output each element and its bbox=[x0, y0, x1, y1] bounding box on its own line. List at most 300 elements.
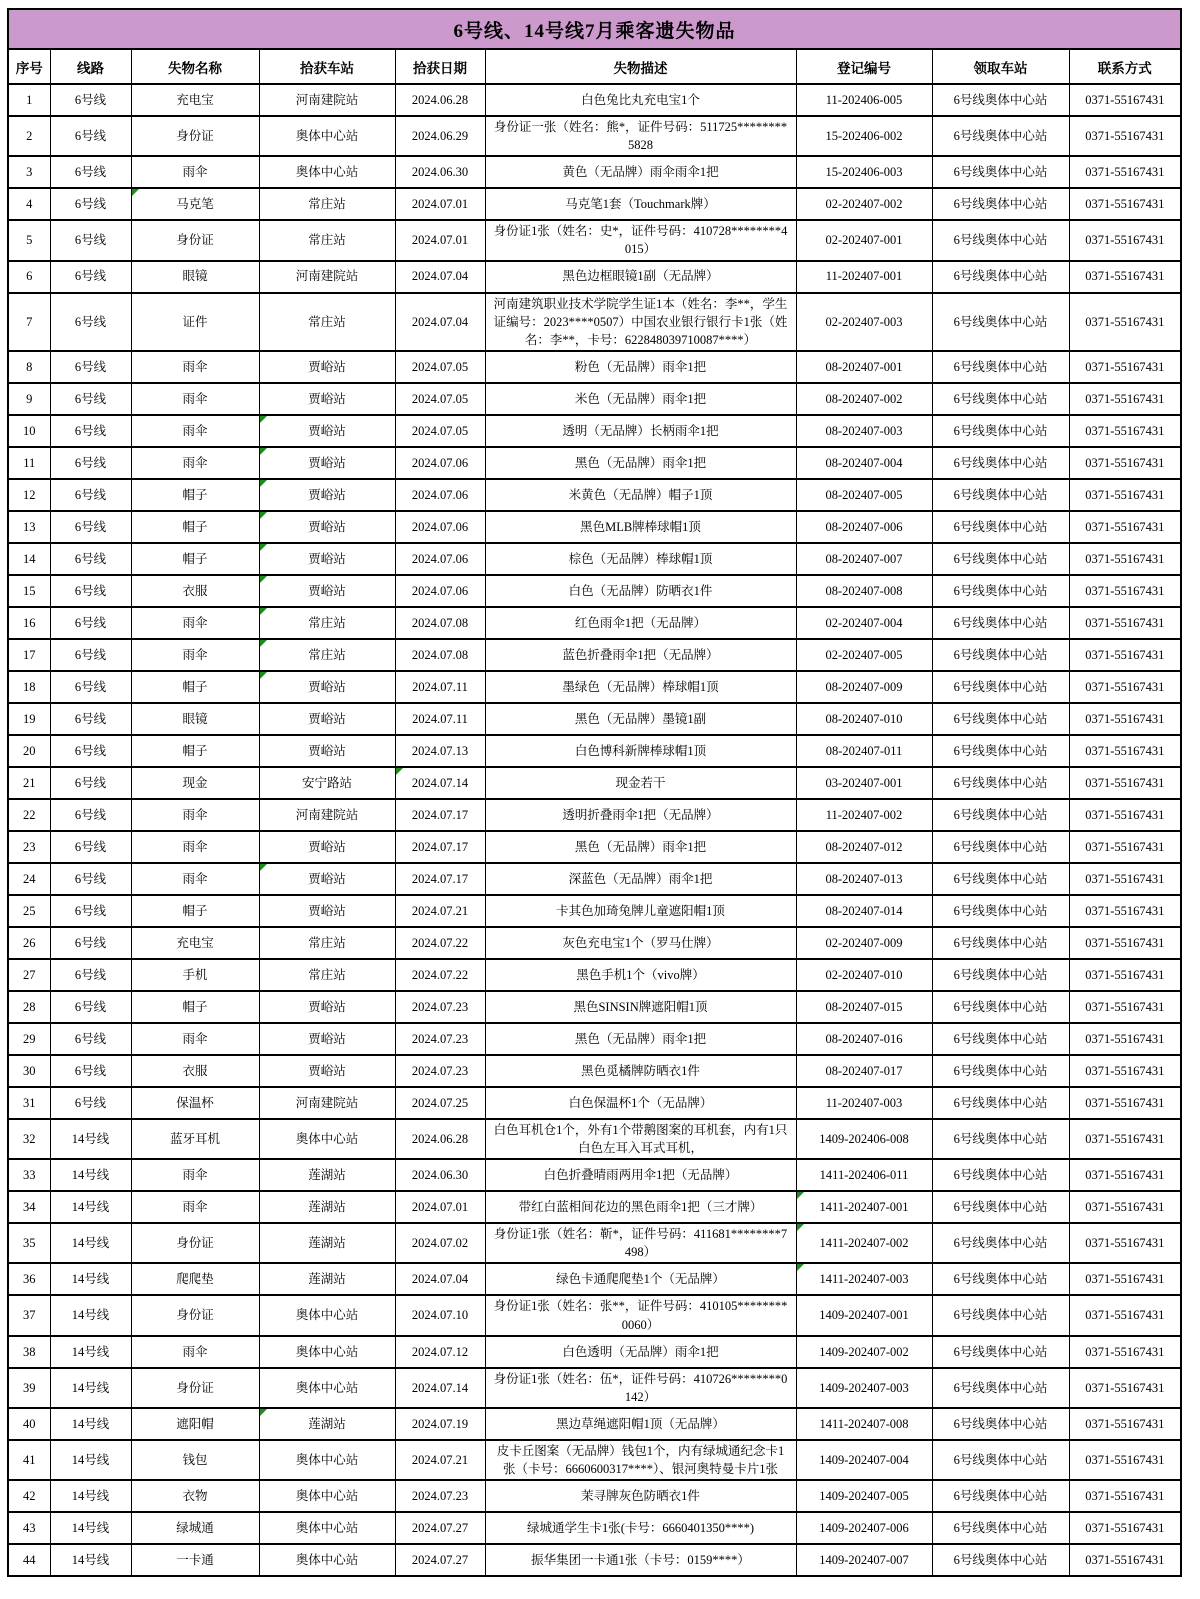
cell-found-station: 贾峪站 bbox=[259, 991, 395, 1023]
cell-index: 10 bbox=[8, 415, 50, 447]
cell-item-name: 绿城通 bbox=[131, 1512, 259, 1544]
cell-registration-no: 08-202407-011 bbox=[796, 735, 932, 767]
cell-found-station: 常庄站 bbox=[259, 959, 395, 991]
cell-line: 6号线 bbox=[50, 863, 131, 895]
table-row bbox=[8, 799, 1181, 831]
cell-description: 白色耳机仓1个，外有1个带鹅图案的耳机套，内有1只白色左耳入耳式耳机， bbox=[485, 1119, 796, 1159]
cell-item-name: 眼镜 bbox=[131, 261, 259, 293]
cell-description: 棕色（无品牌）棒球帽1顶 bbox=[485, 543, 796, 575]
column-header-contact-phone: 联系方式 bbox=[1069, 49, 1181, 84]
cell-pickup-station: 6号线奥体中心站 bbox=[932, 927, 1069, 959]
cell-registration-no: 1409-202407-003 bbox=[796, 1368, 932, 1408]
cell-line: 14号线 bbox=[50, 1336, 131, 1368]
cell-item-name: 身份证 bbox=[131, 1295, 259, 1335]
cell-registration-no: 1411-202407-002 bbox=[796, 1223, 932, 1263]
cell-pickup-station: 6号线奥体中心站 bbox=[932, 1087, 1069, 1119]
cell-description: 黑色MLB牌棒球帽1顶 bbox=[485, 511, 796, 543]
cell-line: 6号线 bbox=[50, 831, 131, 863]
cell-index: 35 bbox=[8, 1223, 50, 1263]
table-row bbox=[8, 1440, 1181, 1480]
cell-index: 8 bbox=[8, 351, 50, 383]
cell-found-station: 奥体中心站 bbox=[259, 156, 395, 188]
cell-found-station: 河南建院站 bbox=[259, 84, 395, 116]
cell-pickup-station: 6号线奥体中心站 bbox=[932, 1440, 1069, 1480]
cell-registration-no: 1409-202407-005 bbox=[796, 1480, 932, 1512]
cell-item-name: 保温杯 bbox=[131, 1087, 259, 1119]
excel-flag-icon bbox=[260, 608, 267, 615]
cell-index: 31 bbox=[8, 1087, 50, 1119]
cell-found-station: 莲湖站 bbox=[259, 1408, 395, 1440]
column-header-found-date: 拾获日期 bbox=[395, 49, 485, 84]
cell-line: 6号线 bbox=[50, 84, 131, 116]
cell-item-name: 雨伞 bbox=[131, 447, 259, 479]
cell-item-name: 马克笔 bbox=[131, 188, 259, 220]
excel-flag-icon bbox=[132, 189, 139, 196]
cell-registration-no: 03-202407-001 bbox=[796, 767, 932, 799]
cell-item-name: 现金 bbox=[131, 767, 259, 799]
cell-item-name: 雨伞 bbox=[131, 799, 259, 831]
table-row bbox=[8, 1055, 1181, 1087]
cell-found-date: 2024.07.06 bbox=[395, 447, 485, 479]
cell-item-name: 身份证 bbox=[131, 1368, 259, 1408]
cell-item-name: 帽子 bbox=[131, 991, 259, 1023]
cell-line: 14号线 bbox=[50, 1408, 131, 1440]
cell-found-station: 安宁路站 bbox=[259, 767, 395, 799]
cell-line: 6号线 bbox=[50, 607, 131, 639]
cell-index: 4 bbox=[8, 188, 50, 220]
cell-pickup-station: 6号线奥体中心站 bbox=[932, 543, 1069, 575]
cell-found-station: 莲湖站 bbox=[259, 1159, 395, 1191]
cell-description: 现金若干 bbox=[485, 767, 796, 799]
cell-line: 6号线 bbox=[50, 447, 131, 479]
cell-line: 14号线 bbox=[50, 1159, 131, 1191]
cell-item-name: 充电宝 bbox=[131, 84, 259, 116]
cell-item-name: 帽子 bbox=[131, 479, 259, 511]
cell-registration-no: 11-202407-002 bbox=[796, 799, 932, 831]
cell-found-date: 2024.07.05 bbox=[395, 415, 485, 447]
cell-found-station: 奥体中心站 bbox=[259, 1440, 395, 1480]
cell-index: 13 bbox=[8, 511, 50, 543]
cell-description: 白色兔比丸充电宝1个 bbox=[485, 84, 796, 116]
cell-contact-phone: 0371-55167431 bbox=[1069, 293, 1181, 351]
table-row bbox=[8, 1368, 1181, 1408]
table-row bbox=[8, 959, 1181, 991]
cell-registration-no: 08-202407-004 bbox=[796, 447, 932, 479]
cell-found-date: 2024.07.25 bbox=[395, 1087, 485, 1119]
cell-contact-phone: 0371-55167431 bbox=[1069, 1480, 1181, 1512]
cell-index: 2 bbox=[8, 116, 50, 156]
cell-registration-no: 1409-202407-004 bbox=[796, 1440, 932, 1480]
table-row bbox=[8, 767, 1181, 799]
table-row bbox=[8, 1023, 1181, 1055]
cell-found-date: 2024.07.04 bbox=[395, 293, 485, 351]
cell-found-station: 莲湖站 bbox=[259, 1191, 395, 1223]
cell-line: 6号线 bbox=[50, 543, 131, 575]
cell-contact-phone: 0371-55167431 bbox=[1069, 607, 1181, 639]
column-header-description: 失物描述 bbox=[485, 49, 796, 84]
cell-index: 37 bbox=[8, 1295, 50, 1335]
cell-item-name: 帽子 bbox=[131, 895, 259, 927]
cell-registration-no: 1409-202406-008 bbox=[796, 1119, 932, 1159]
cell-pickup-station: 6号线奥体中心站 bbox=[932, 863, 1069, 895]
cell-pickup-station: 6号线奥体中心站 bbox=[932, 639, 1069, 671]
cell-contact-phone: 0371-55167431 bbox=[1069, 479, 1181, 511]
excel-flag-icon bbox=[260, 672, 267, 679]
excel-flag-icon bbox=[260, 544, 267, 551]
table-row bbox=[8, 607, 1181, 639]
cell-found-station: 贾峪站 bbox=[259, 863, 395, 895]
cell-contact-phone: 0371-55167431 bbox=[1069, 799, 1181, 831]
excel-flag-icon bbox=[260, 480, 267, 487]
excel-flag-icon bbox=[797, 1224, 804, 1231]
cell-contact-phone: 0371-55167431 bbox=[1069, 1440, 1181, 1480]
cell-pickup-station: 6号线奥体中心站 bbox=[932, 959, 1069, 991]
cell-found-station: 贾峪站 bbox=[259, 895, 395, 927]
cell-found-date: 2024.07.23 bbox=[395, 1480, 485, 1512]
cell-found-date: 2024.07.27 bbox=[395, 1512, 485, 1544]
cell-found-date: 2024.07.23 bbox=[395, 1023, 485, 1055]
cell-pickup-station: 6号线奥体中心站 bbox=[932, 575, 1069, 607]
table-row bbox=[8, 1544, 1181, 1576]
cell-item-name: 爬爬垫 bbox=[131, 1263, 259, 1295]
cell-pickup-station: 6号线奥体中心站 bbox=[932, 831, 1069, 863]
cell-registration-no: 08-202407-002 bbox=[796, 383, 932, 415]
cell-pickup-station: 6号线奥体中心站 bbox=[932, 1512, 1069, 1544]
cell-contact-phone: 0371-55167431 bbox=[1069, 1159, 1181, 1191]
cell-pickup-station: 6号线奥体中心站 bbox=[932, 991, 1069, 1023]
cell-item-name: 帽子 bbox=[131, 671, 259, 703]
cell-found-date: 2024.07.22 bbox=[395, 927, 485, 959]
table-row bbox=[8, 188, 1181, 220]
cell-pickup-station: 6号线奥体中心站 bbox=[932, 1263, 1069, 1295]
cell-pickup-station: 6号线奥体中心站 bbox=[932, 735, 1069, 767]
table-row bbox=[8, 156, 1181, 188]
cell-pickup-station: 6号线奥体中心站 bbox=[932, 1023, 1069, 1055]
cell-found-date: 2024.07.11 bbox=[395, 671, 485, 703]
cell-index: 9 bbox=[8, 383, 50, 415]
table-row bbox=[8, 511, 1181, 543]
cell-item-name: 雨伞 bbox=[131, 1159, 259, 1191]
cell-contact-phone: 0371-55167431 bbox=[1069, 1055, 1181, 1087]
cell-registration-no: 02-202407-004 bbox=[796, 607, 932, 639]
cell-item-name: 衣服 bbox=[131, 575, 259, 607]
cell-index: 25 bbox=[8, 895, 50, 927]
cell-found-station: 常庄站 bbox=[259, 188, 395, 220]
cell-line: 6号线 bbox=[50, 188, 131, 220]
cell-description: 带红白蓝相间花边的黑色雨伞1把（三才牌） bbox=[485, 1191, 796, 1223]
cell-found-station: 贾峪站 bbox=[259, 671, 395, 703]
cell-contact-phone: 0371-55167431 bbox=[1069, 261, 1181, 293]
cell-item-name: 钱包 bbox=[131, 1440, 259, 1480]
cell-index: 15 bbox=[8, 575, 50, 607]
cell-pickup-station: 6号线奥体中心站 bbox=[932, 188, 1069, 220]
cell-index: 36 bbox=[8, 1263, 50, 1295]
cell-pickup-station: 6号线奥体中心站 bbox=[932, 1159, 1069, 1191]
cell-found-date: 2024.07.11 bbox=[395, 703, 485, 735]
table-row bbox=[8, 703, 1181, 735]
cell-found-date: 2024.07.05 bbox=[395, 383, 485, 415]
table-row bbox=[8, 261, 1181, 293]
cell-found-station: 河南建院站 bbox=[259, 261, 395, 293]
cell-item-name: 雨伞 bbox=[131, 1023, 259, 1055]
cell-index: 38 bbox=[8, 1336, 50, 1368]
cell-description: 身份证1张（姓名：张**，证件号码：410105********0060） bbox=[485, 1295, 796, 1335]
cell-pickup-station: 6号线奥体中心站 bbox=[932, 1408, 1069, 1440]
cell-found-station: 贾峪站 bbox=[259, 383, 395, 415]
cell-pickup-station: 6号线奥体中心站 bbox=[932, 220, 1069, 260]
cell-found-station: 贾峪站 bbox=[259, 543, 395, 575]
cell-found-date: 2024.07.04 bbox=[395, 1263, 485, 1295]
cell-found-date: 2024.07.10 bbox=[395, 1295, 485, 1335]
cell-pickup-station: 6号线奥体中心站 bbox=[932, 1223, 1069, 1263]
table-row bbox=[8, 1512, 1181, 1544]
cell-contact-phone: 0371-55167431 bbox=[1069, 511, 1181, 543]
cell-found-date: 2024.06.30 bbox=[395, 1159, 485, 1191]
table-row bbox=[8, 1480, 1181, 1512]
cell-item-name: 雨伞 bbox=[131, 415, 259, 447]
cell-pickup-station: 6号线奥体中心站 bbox=[932, 1480, 1069, 1512]
cell-contact-phone: 0371-55167431 bbox=[1069, 639, 1181, 671]
cell-found-station: 贾峪站 bbox=[259, 511, 395, 543]
cell-registration-no: 02-202407-002 bbox=[796, 188, 932, 220]
table-row bbox=[8, 1119, 1181, 1159]
cell-line: 6号线 bbox=[50, 639, 131, 671]
cell-registration-no: 11-202407-003 bbox=[796, 1087, 932, 1119]
cell-registration-no: 08-202407-012 bbox=[796, 831, 932, 863]
cell-found-date: 2024.07.27 bbox=[395, 1544, 485, 1576]
cell-item-name: 帽子 bbox=[131, 543, 259, 575]
table-row bbox=[8, 1087, 1181, 1119]
cell-description: 绿城通学生卡1张(卡号：6660401350****) bbox=[485, 1512, 796, 1544]
cell-item-name: 遮阳帽 bbox=[131, 1408, 259, 1440]
cell-pickup-station: 6号线奥体中心站 bbox=[932, 84, 1069, 116]
cell-registration-no: 08-202407-006 bbox=[796, 511, 932, 543]
cell-item-name: 手机 bbox=[131, 959, 259, 991]
cell-pickup-station: 6号线奥体中心站 bbox=[932, 1336, 1069, 1368]
cell-registration-no: 02-202407-009 bbox=[796, 927, 932, 959]
cell-description: 卡其色加琦兔牌儿童遮阳帽1顶 bbox=[485, 895, 796, 927]
cell-line: 6号线 bbox=[50, 1023, 131, 1055]
header-row bbox=[8, 49, 1181, 84]
cell-index: 16 bbox=[8, 607, 50, 639]
cell-description: 河南建筑职业技术学院学生证1本（姓名：李**，学生证编号：2023****0507）中国农业银行银行卡1张（姓名：李**，卡号：622848039710087****） bbox=[485, 293, 796, 351]
cell-index: 32 bbox=[8, 1119, 50, 1159]
cell-index: 19 bbox=[8, 703, 50, 735]
cell-found-station: 奥体中心站 bbox=[259, 1480, 395, 1512]
cell-found-station: 贾峪站 bbox=[259, 703, 395, 735]
cell-description: 绿色卡通爬爬垫1个（无品牌） bbox=[485, 1263, 796, 1295]
cell-index: 27 bbox=[8, 959, 50, 991]
cell-line: 14号线 bbox=[50, 1440, 131, 1480]
cell-found-date: 2024.07.14 bbox=[395, 767, 485, 799]
cell-found-date: 2024.07.17 bbox=[395, 799, 485, 831]
table-row bbox=[8, 575, 1181, 607]
cell-index: 1 bbox=[8, 84, 50, 116]
cell-line: 6号线 bbox=[50, 895, 131, 927]
cell-found-date: 2024.07.06 bbox=[395, 543, 485, 575]
cell-registration-no: 08-202407-007 bbox=[796, 543, 932, 575]
column-header-pickup-station: 领取车站 bbox=[932, 49, 1069, 84]
table-row bbox=[8, 1263, 1181, 1295]
cell-index: 6 bbox=[8, 261, 50, 293]
cell-found-date: 2024.07.19 bbox=[395, 1408, 485, 1440]
cell-item-name: 帽子 bbox=[131, 511, 259, 543]
cell-pickup-station: 6号线奥体中心站 bbox=[932, 383, 1069, 415]
cell-index: 23 bbox=[8, 831, 50, 863]
excel-flag-icon bbox=[260, 512, 267, 519]
cell-contact-phone: 0371-55167431 bbox=[1069, 543, 1181, 575]
cell-index: 41 bbox=[8, 1440, 50, 1480]
cell-contact-phone: 0371-55167431 bbox=[1069, 116, 1181, 156]
cell-line: 6号线 bbox=[50, 1055, 131, 1087]
cell-index: 11 bbox=[8, 447, 50, 479]
cell-line: 6号线 bbox=[50, 156, 131, 188]
cell-contact-phone: 0371-55167431 bbox=[1069, 767, 1181, 799]
table-row bbox=[8, 543, 1181, 575]
cell-registration-no: 08-202407-001 bbox=[796, 351, 932, 383]
cell-description: 身份证1张（姓名：史*，证件号码：410728********4015） bbox=[485, 220, 796, 260]
cell-description: 振华集团一卡通1张（卡号：0159****） bbox=[485, 1544, 796, 1576]
cell-contact-phone: 0371-55167431 bbox=[1069, 1023, 1181, 1055]
table-row bbox=[8, 479, 1181, 511]
cell-line: 6号线 bbox=[50, 351, 131, 383]
cell-contact-phone: 0371-55167431 bbox=[1069, 1408, 1181, 1440]
cell-index: 30 bbox=[8, 1055, 50, 1087]
cell-index: 42 bbox=[8, 1480, 50, 1512]
cell-contact-phone: 0371-55167431 bbox=[1069, 927, 1181, 959]
cell-description: 墨绿色（无品牌）棒球帽1顶 bbox=[485, 671, 796, 703]
cell-found-station: 莲湖站 bbox=[259, 1223, 395, 1263]
cell-line: 14号线 bbox=[50, 1544, 131, 1576]
cell-found-date: 2024.07.06 bbox=[395, 511, 485, 543]
cell-line: 14号线 bbox=[50, 1191, 131, 1223]
cell-found-station: 河南建院站 bbox=[259, 799, 395, 831]
cell-line: 6号线 bbox=[50, 415, 131, 447]
cell-index: 24 bbox=[8, 863, 50, 895]
cell-found-date: 2024.07.05 bbox=[395, 351, 485, 383]
cell-line: 6号线 bbox=[50, 767, 131, 799]
column-header-line: 线路 bbox=[50, 49, 131, 84]
cell-found-station: 奥体中心站 bbox=[259, 1512, 395, 1544]
cell-found-station: 常庄站 bbox=[259, 639, 395, 671]
cell-registration-no: 08-202407-008 bbox=[796, 575, 932, 607]
cell-registration-no: 02-202407-005 bbox=[796, 639, 932, 671]
excel-flag-icon bbox=[260, 416, 267, 423]
cell-pickup-station: 6号线奥体中心站 bbox=[932, 767, 1069, 799]
cell-registration-no: 1411-202407-003 bbox=[796, 1263, 932, 1295]
cell-contact-phone: 0371-55167431 bbox=[1069, 220, 1181, 260]
cell-found-station: 贾峪站 bbox=[259, 479, 395, 511]
cell-registration-no: 11-202407-001 bbox=[796, 261, 932, 293]
cell-item-name: 证件 bbox=[131, 293, 259, 351]
cell-pickup-station: 6号线奥体中心站 bbox=[932, 116, 1069, 156]
cell-line: 14号线 bbox=[50, 1263, 131, 1295]
table-row bbox=[8, 895, 1181, 927]
excel-flag-icon bbox=[260, 640, 267, 647]
cell-line: 6号线 bbox=[50, 927, 131, 959]
cell-line: 6号线 bbox=[50, 959, 131, 991]
cell-item-name: 雨伞 bbox=[131, 1191, 259, 1223]
cell-found-station: 贾峪站 bbox=[259, 735, 395, 767]
cell-contact-phone: 0371-55167431 bbox=[1069, 703, 1181, 735]
cell-contact-phone: 0371-55167431 bbox=[1069, 575, 1181, 607]
cell-registration-no: 02-202407-003 bbox=[796, 293, 932, 351]
cell-pickup-station: 6号线奥体中心站 bbox=[932, 1368, 1069, 1408]
cell-found-date: 2024.07.22 bbox=[395, 959, 485, 991]
cell-description: 白色透明（无品牌）雨伞1把 bbox=[485, 1336, 796, 1368]
cell-found-station: 常庄站 bbox=[259, 293, 395, 351]
cell-line: 6号线 bbox=[50, 575, 131, 607]
cell-description: 身份证1张（姓名：伍*，证件号码：410726********0142） bbox=[485, 1368, 796, 1408]
excel-flag-icon bbox=[260, 576, 267, 583]
cell-found-station: 常庄站 bbox=[259, 927, 395, 959]
table-row bbox=[8, 293, 1181, 351]
cell-line: 6号线 bbox=[50, 383, 131, 415]
cell-found-date: 2024.07.13 bbox=[395, 735, 485, 767]
column-header-item-name: 失物名称 bbox=[131, 49, 259, 84]
cell-description: 黑色手机1个（vivo牌） bbox=[485, 959, 796, 991]
cell-contact-phone: 0371-55167431 bbox=[1069, 1263, 1181, 1295]
cell-item-name: 蓝牙耳机 bbox=[131, 1119, 259, 1159]
cell-description: 透明折叠雨伞1把（无品牌） bbox=[485, 799, 796, 831]
table-row bbox=[8, 351, 1181, 383]
excel-flag-icon bbox=[260, 864, 267, 871]
page-title: 6号线、14号线7月乘客遗失物品 bbox=[8, 9, 1181, 49]
cell-registration-no: 08-202407-014 bbox=[796, 895, 932, 927]
cell-pickup-station: 6号线奥体中心站 bbox=[932, 351, 1069, 383]
cell-description: 茉寻牌灰色防晒衣1件 bbox=[485, 1480, 796, 1512]
cell-description: 黑色边框眼镜1副（无品牌） bbox=[485, 261, 796, 293]
cell-description: 米黄色（无品牌）帽子1顶 bbox=[485, 479, 796, 511]
cell-registration-no: 15-202406-003 bbox=[796, 156, 932, 188]
cell-registration-no: 1409-202407-001 bbox=[796, 1295, 932, 1335]
cell-found-date: 2024.07.01 bbox=[395, 220, 485, 260]
cell-found-date: 2024.07.14 bbox=[395, 1368, 485, 1408]
cell-item-name: 雨伞 bbox=[131, 156, 259, 188]
cell-index: 20 bbox=[8, 735, 50, 767]
cell-found-date: 2024.07.06 bbox=[395, 575, 485, 607]
cell-description: 白色保温杯1个（无品牌） bbox=[485, 1087, 796, 1119]
cell-line: 14号线 bbox=[50, 1223, 131, 1263]
cell-contact-phone: 0371-55167431 bbox=[1069, 351, 1181, 383]
cell-contact-phone: 0371-55167431 bbox=[1069, 831, 1181, 863]
cell-description: 黑色觅橘牌防晒衣1件 bbox=[485, 1055, 796, 1087]
cell-pickup-station: 6号线奥体中心站 bbox=[932, 1119, 1069, 1159]
cell-item-name: 帽子 bbox=[131, 735, 259, 767]
cell-index: 34 bbox=[8, 1191, 50, 1223]
cell-registration-no: 02-202407-001 bbox=[796, 220, 932, 260]
table-row bbox=[8, 863, 1181, 895]
cell-pickup-station: 6号线奥体中心站 bbox=[932, 1191, 1069, 1223]
cell-description: 黑色（无品牌）墨镜1副 bbox=[485, 703, 796, 735]
table-row bbox=[8, 415, 1181, 447]
cell-found-station: 贾峪站 bbox=[259, 351, 395, 383]
cell-line: 6号线 bbox=[50, 293, 131, 351]
cell-index: 44 bbox=[8, 1544, 50, 1576]
cell-contact-phone: 0371-55167431 bbox=[1069, 671, 1181, 703]
cell-line: 14号线 bbox=[50, 1480, 131, 1512]
column-header-found-station: 拾获车站 bbox=[259, 49, 395, 84]
cell-registration-no: 08-202407-015 bbox=[796, 991, 932, 1023]
cell-found-station: 贾峪站 bbox=[259, 1055, 395, 1087]
table-row bbox=[8, 1408, 1181, 1440]
cell-line: 6号线 bbox=[50, 511, 131, 543]
cell-contact-phone: 0371-55167431 bbox=[1069, 188, 1181, 220]
cell-line: 14号线 bbox=[50, 1119, 131, 1159]
cell-index: 18 bbox=[8, 671, 50, 703]
cell-found-station: 奥体中心站 bbox=[259, 1119, 395, 1159]
excel-flag-icon bbox=[396, 768, 403, 775]
